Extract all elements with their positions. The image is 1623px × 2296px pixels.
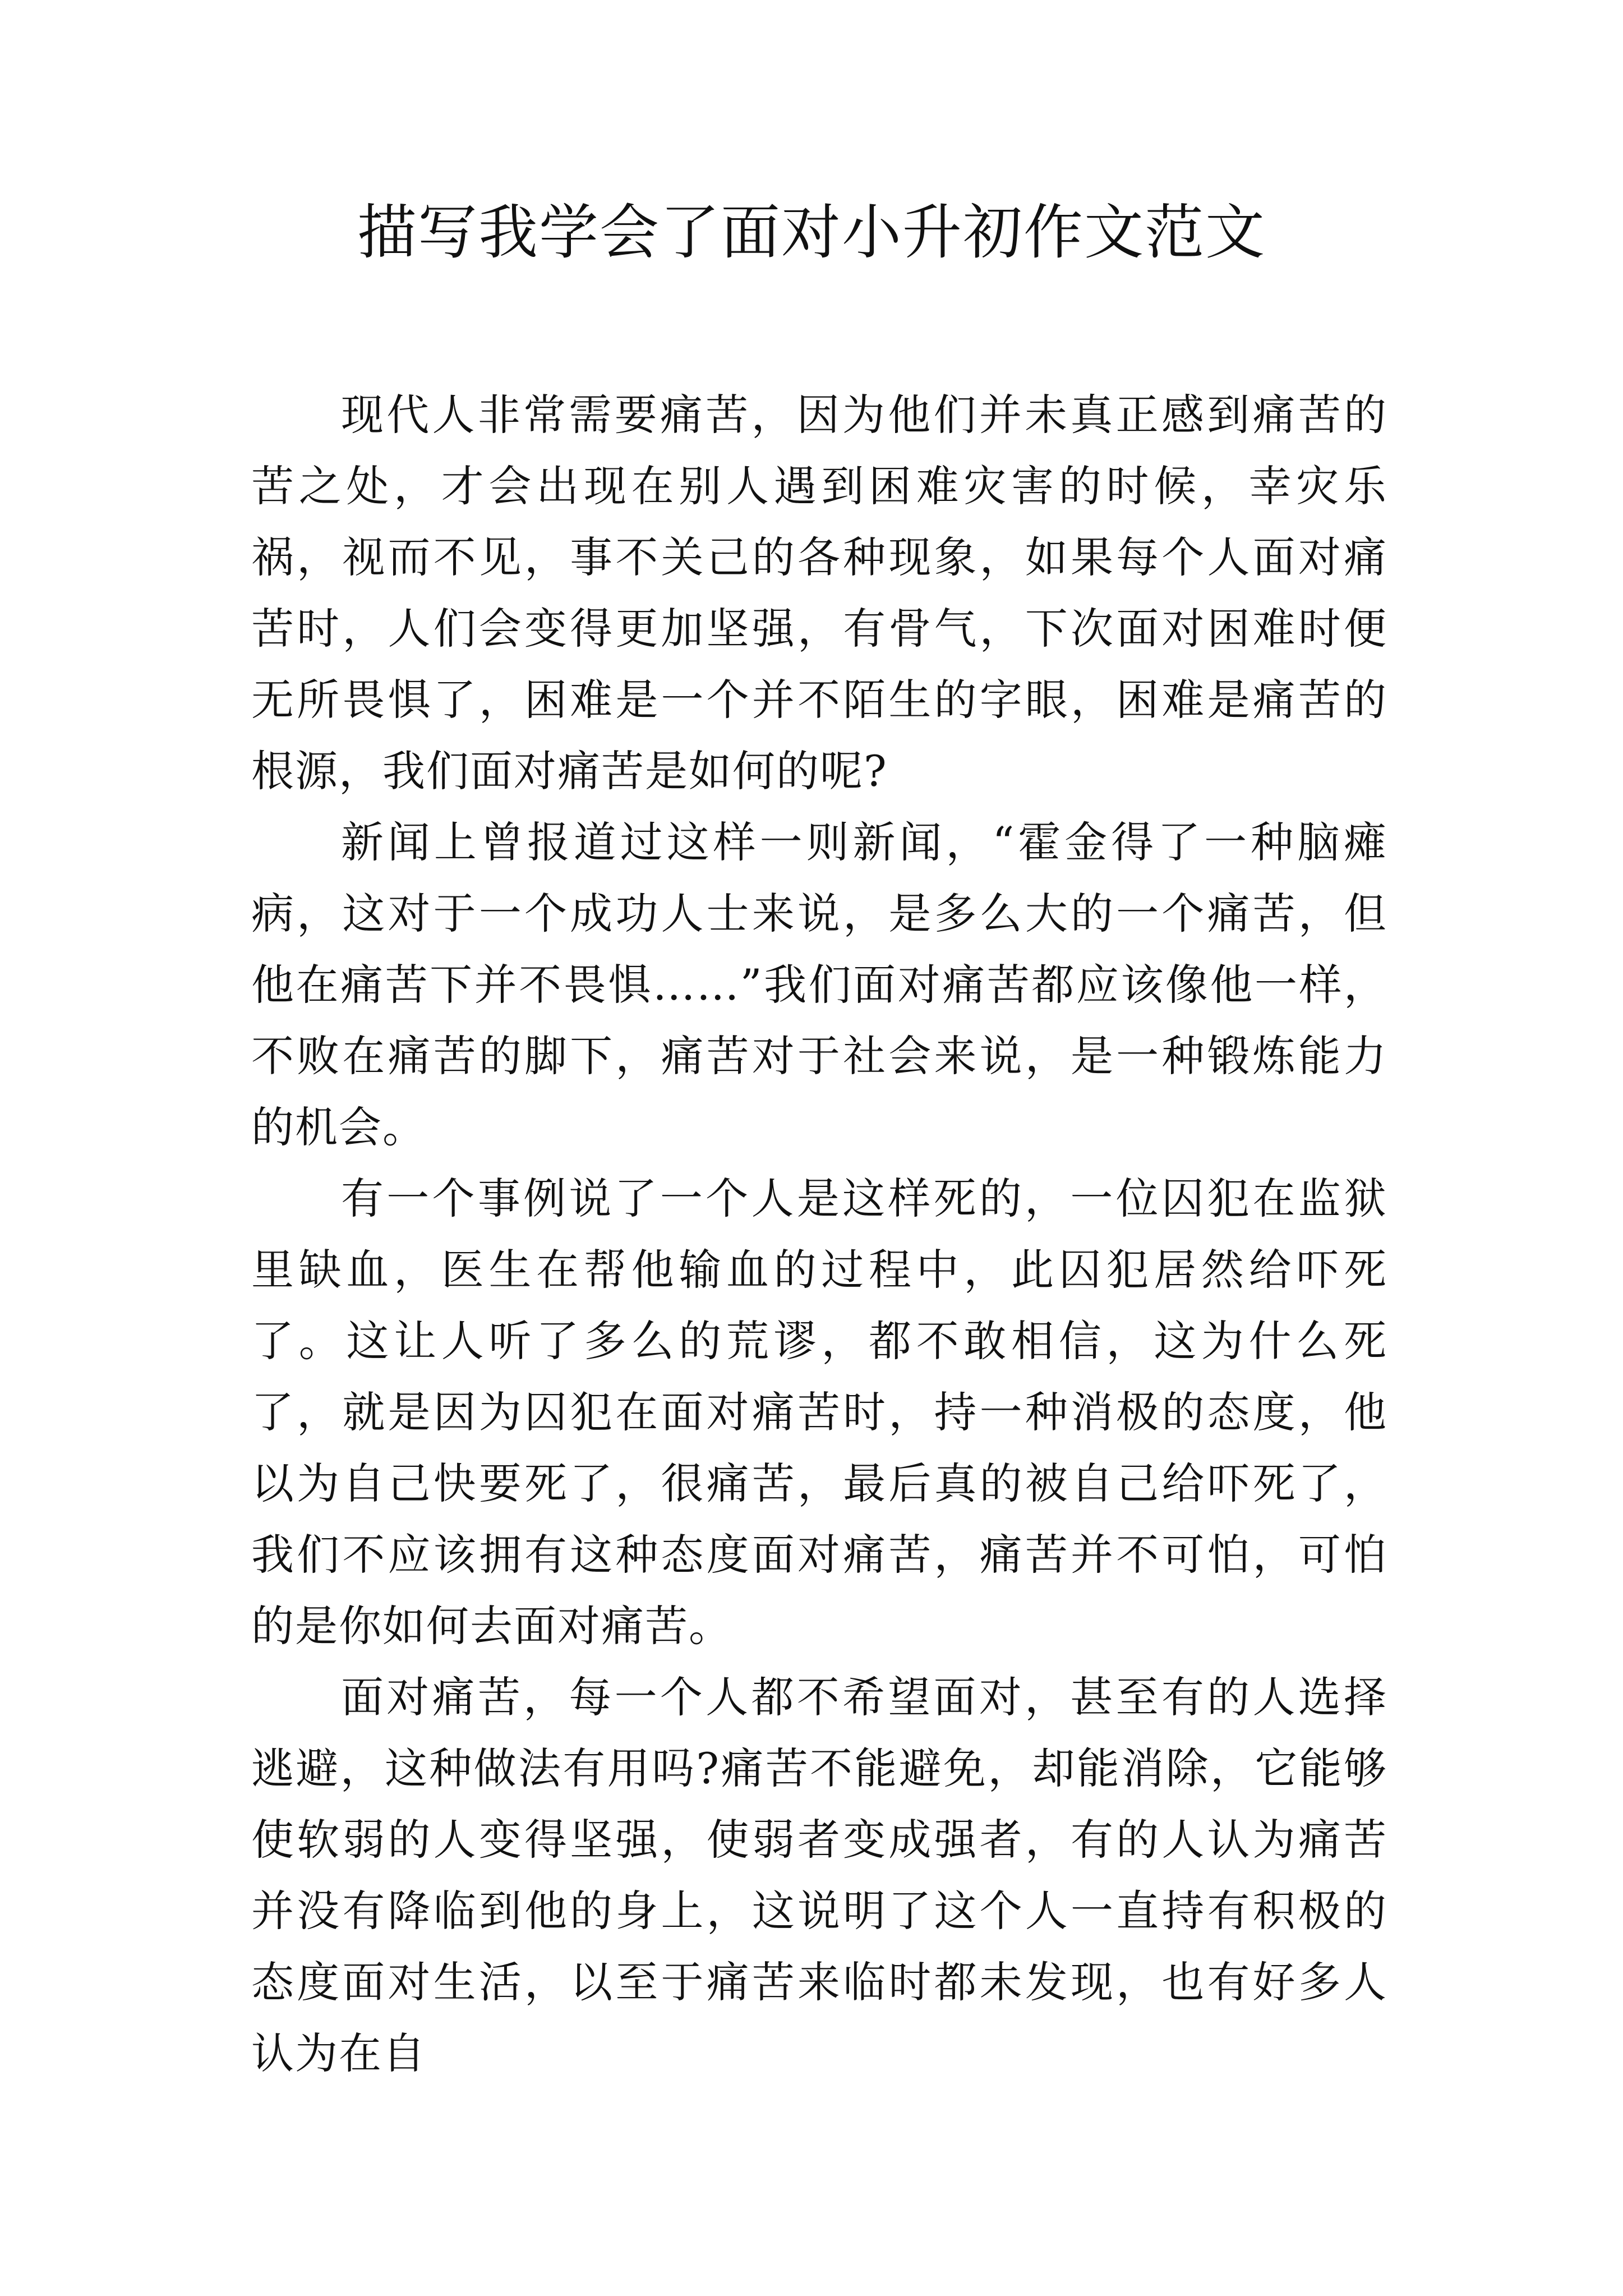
document-title: 描写我学会了面对小升初作文范文 [357,198,1266,267]
paragraph-3: 有一个事例说了一个人是这样死的，一位囚犯在监狱里缺血，医生在帮他输血的过程中，此囚犯居然给吓死了。这让人听了多么的荒谬，都不敢相信，这为什么死了，就是因为囚犯在面对痛苦时，持一种消极的态度，他以为自己快要死了，很痛苦，最后真的被自己给吓死了，我们不应该拥有这种态度面对痛苦，痛苦并不可怕，可怕的是你如何去面对痛苦。 [251,1174,1387,1651]
document-body [251,379,1387,2089]
paragraph-2: 新闻上曾报道过这样一则新闻，“霍金得了一种脑瘫病，这对于一个成功人士来说，是多么大的一个痛苦，但他在痛苦下并不畏惧……”我们面对痛苦都应该像他一样，不败在痛苦的脚下，痛苦对于社会来说，是一种锻炼能力的机会。 [251,817,1387,1152]
paragraph-4: 面对痛苦，每一个人都不希望面对，甚至有的人选择逃避，这种做法有用吗?痛苦不能避免，却能消除，它能够使软弱的人变得坚强，使弱者变成强者，有的人认为痛苦并没有降临到他的身上，这说明了这个人一直持有积极的态度面对生活，以至于痛苦来临时都未发现，也有好多人认为在自 [251,1672,1387,2078]
paragraph-1: 现代人非常需要痛苦，因为他们并未真正感到痛苦的苦之处，才会出现在别人遇到困难灾害的时候，幸灾乐祸，视而不见，事不关己的各种现象，如果每个人面对痛苦时，人们会变得更加坚强，有骨气，下次面对困难时便无所畏惧了，困难是一个并不陌生的字眼，困难是痛苦的根源，我们面对痛苦是如何的呢? [251,390,1387,796]
